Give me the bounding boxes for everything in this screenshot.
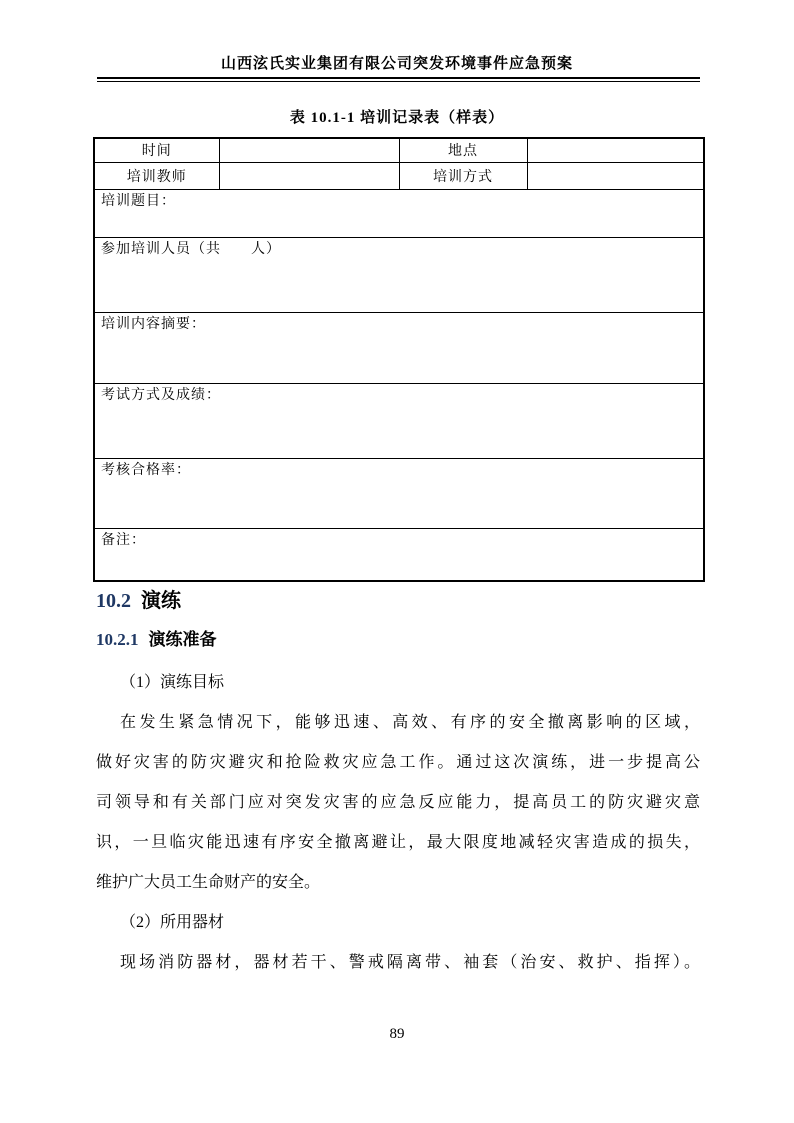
section-title: 演练 — [141, 590, 181, 612]
subsection-title: 演练准备 — [148, 630, 217, 649]
list-item-2-label: （2）所用器材 — [120, 914, 225, 931]
row-participants: 参加培训人员（共 人） — [94, 237, 704, 312]
paragraph-line: 维护广大员工生命财产的安全。 — [96, 874, 321, 891]
row-exam-result: 考试方式及成绩： — [94, 383, 704, 458]
list-item-1-label: （1）演练目标 — [120, 674, 225, 691]
page-number: 89 — [389, 1026, 405, 1042]
cell-time-value — [219, 138, 399, 162]
header-divider — [97, 77, 700, 82]
cell-method-value — [527, 162, 704, 189]
cell-location-value — [527, 138, 704, 162]
row-remarks: 备注： — [94, 528, 704, 581]
row-training-topic: 培训题目： — [94, 189, 704, 237]
cell-method-label: 培训方式 — [399, 162, 527, 189]
paragraph-line: 做好灾害的防灾避灾和抢险救灾应急工作。通过这次演练，进一步提高公 — [96, 754, 700, 771]
row-content-summary: 培训内容摘要： — [94, 312, 704, 383]
paragraph-line: 识，一旦临灾能迅速有序安全撤离避让，最大限度地减轻灾害造成的损失， — [96, 834, 700, 851]
subsection-number: 10.2.1 — [96, 630, 139, 649]
table-caption: 表 10.1-1 培训记录表（样表） — [289, 110, 505, 126]
cell-time-label: 时间 — [94, 138, 219, 162]
paragraph-line: 现场消防器材，器材若干、警戒隔离带、袖套（治安、救护、指挥）。 — [120, 954, 700, 971]
body-text-block — [96, 663, 700, 983]
section-heading-10-2 — [96, 589, 736, 613]
paragraph-line: 在发生紧急情况下，能够迅速、高效、有序的安全撤离影响的区域， — [120, 714, 700, 731]
page-header-title: 山西泫氏实业集团有限公司突发环境事件应急预案 — [220, 56, 573, 72]
training-record-table — [93, 137, 705, 582]
cell-location-label: 地点 — [399, 138, 527, 162]
cell-teacher-label: 培训教师 — [94, 162, 219, 189]
cell-teacher-value — [219, 162, 399, 189]
paragraph-line: 司领导和有关部门应对突发灾害的应急反应能力，提高员工的防灾避灾意 — [96, 794, 700, 811]
section-heading-10-2-1 — [96, 629, 736, 651]
section-number: 10.2 — [96, 590, 131, 612]
row-pass-rate: 考核合格率： — [94, 458, 704, 528]
